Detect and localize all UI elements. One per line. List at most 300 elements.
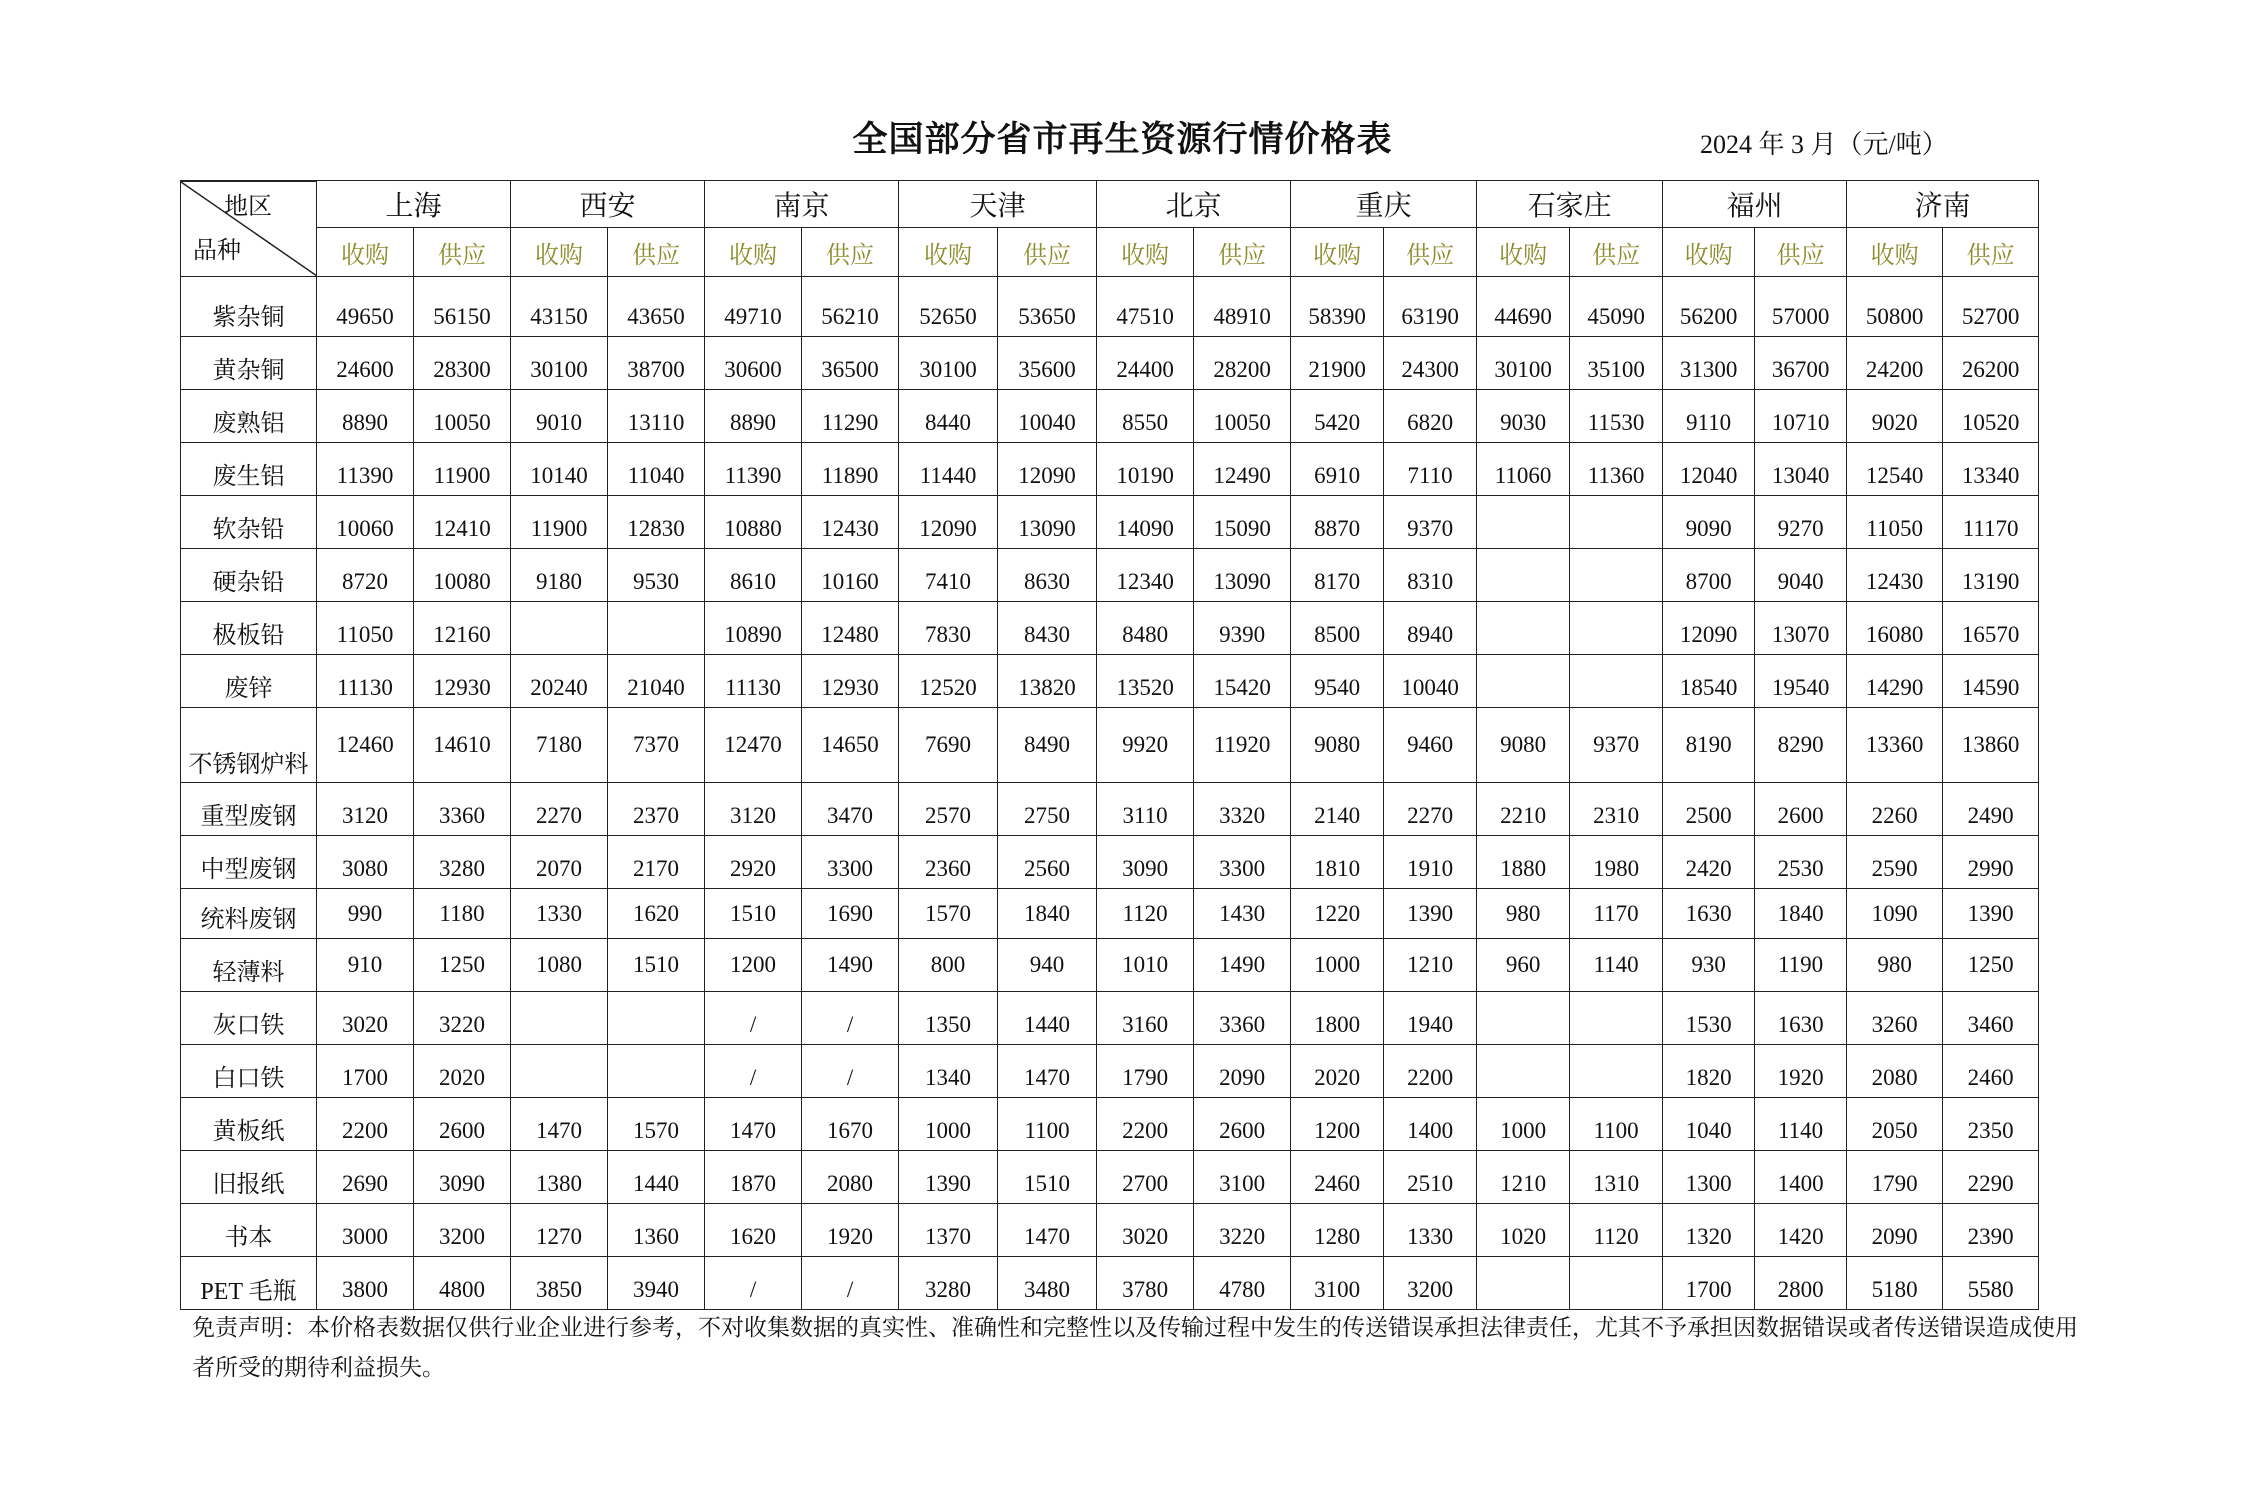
price-cell: 1400: [1755, 1151, 1847, 1204]
price-cell: 35100: [1570, 337, 1663, 390]
price-cell: 2090: [1847, 1204, 1943, 1257]
supply-header: 供应: [998, 228, 1097, 277]
price-cell: 13190: [1943, 549, 2039, 602]
item-name: 轻薄料: [181, 939, 317, 992]
price-cell: 1670: [802, 1098, 899, 1151]
price-cell: /: [705, 992, 802, 1045]
price-cell: 8630: [998, 549, 1097, 602]
price-cell: 11050: [1847, 496, 1943, 549]
price-cell: 1620: [608, 889, 705, 939]
price-cell: 12470: [705, 708, 802, 783]
price-cell: 1440: [998, 992, 1097, 1045]
price-cell: 2200: [317, 1098, 414, 1151]
price-cell: 1940: [1384, 992, 1477, 1045]
price-cell: 1000: [1291, 939, 1384, 992]
price-cell: /: [705, 1045, 802, 1098]
price-cell: 1010: [1097, 939, 1194, 992]
price-cell: 1000: [899, 1098, 998, 1151]
item-name: 软杂铅: [181, 496, 317, 549]
price-cell: 57000: [1755, 277, 1847, 337]
price-cell: 1370: [899, 1204, 998, 1257]
price-cell: 3120: [705, 783, 802, 836]
price-cell: 2310: [1570, 783, 1663, 836]
price-cell: 3480: [998, 1257, 1097, 1310]
price-cell: 15420: [1194, 655, 1291, 708]
table-row: [181, 337, 2039, 390]
price-cell: 31300: [1663, 337, 1755, 390]
price-cell: 3200: [414, 1204, 511, 1257]
price-cell: 10160: [802, 549, 899, 602]
item-name: 不锈钢炉料: [181, 708, 317, 783]
price-cell: [511, 602, 608, 655]
city-header: 西安: [511, 181, 705, 228]
price-cell: 3300: [802, 836, 899, 889]
price-cell: 8480: [1097, 602, 1194, 655]
item-name: 旧报纸: [181, 1151, 317, 1204]
price-cell: 2020: [1291, 1045, 1384, 1098]
price-cell: 7370: [608, 708, 705, 783]
item-name: 黄板纸: [181, 1098, 317, 1151]
price-cell: 30600: [705, 337, 802, 390]
price-cell: 8290: [1755, 708, 1847, 783]
price-cell: 13110: [608, 390, 705, 443]
price-cell: [1570, 992, 1663, 1045]
supply-header: 供应: [1384, 228, 1477, 277]
price-cell: 11130: [705, 655, 802, 708]
price-cell: 9080: [1291, 708, 1384, 783]
price-cell: [1570, 1257, 1663, 1310]
price-cell: 12410: [414, 496, 511, 549]
price-cell: 4800: [414, 1257, 511, 1310]
price-cell: 1100: [998, 1098, 1097, 1151]
table-row: [181, 783, 2039, 836]
price-cell: 6910: [1291, 443, 1384, 496]
price-cell: [1570, 1045, 1663, 1098]
price-cell: 1390: [1384, 889, 1477, 939]
price-cell: 3220: [414, 992, 511, 1045]
price-cell: 7410: [899, 549, 998, 602]
table-row: [181, 277, 2039, 337]
price-cell: 9370: [1570, 708, 1663, 783]
price-cell: 3300: [1194, 836, 1291, 889]
price-cell: 1320: [1663, 1204, 1755, 1257]
price-cell: 7110: [1384, 443, 1477, 496]
price-cell: 52700: [1943, 277, 2039, 337]
price-cell: 3120: [317, 783, 414, 836]
price-cell: 13340: [1943, 443, 2039, 496]
price-cell: 8170: [1291, 549, 1384, 602]
price-cell: 11530: [1570, 390, 1663, 443]
price-cell: 1810: [1291, 836, 1384, 889]
price-cell: 12090: [1663, 602, 1755, 655]
price-cell: 940: [998, 939, 1097, 992]
price-cell: 35600: [998, 337, 1097, 390]
price-cell: 980: [1847, 939, 1943, 992]
price-cell: 11900: [414, 443, 511, 496]
price-cell: 2080: [1847, 1045, 1943, 1098]
price-cell: /: [802, 1257, 899, 1310]
table-row: [181, 1204, 2039, 1257]
price-cell: 1920: [802, 1204, 899, 1257]
price-cell: 11390: [705, 443, 802, 496]
price-cell: 9270: [1755, 496, 1847, 549]
price-cell: 2080: [802, 1151, 899, 1204]
price-cell: 11050: [317, 602, 414, 655]
price-cell: 1270: [511, 1204, 608, 1257]
price-cell: 11900: [511, 496, 608, 549]
supply-header: 供应: [1755, 228, 1847, 277]
price-cell: 2350: [1943, 1098, 2039, 1151]
price-cell: 12540: [1847, 443, 1943, 496]
price-cell: 8550: [1097, 390, 1194, 443]
price-cell: 1400: [1384, 1098, 1477, 1151]
price-cell: 7180: [511, 708, 608, 783]
price-cell: /: [802, 1045, 899, 1098]
table-row: [181, 889, 2039, 939]
price-cell: 1350: [899, 992, 998, 1045]
price-cell: 11060: [1477, 443, 1570, 496]
item-name: 白口铁: [181, 1045, 317, 1098]
price-cell: 43650: [608, 277, 705, 337]
supply-header: 供应: [1943, 228, 2039, 277]
price-cell: 960: [1477, 939, 1570, 992]
price-cell: 12040: [1663, 443, 1755, 496]
price-cell: 10040: [998, 390, 1097, 443]
item-name: 硬杂铅: [181, 549, 317, 602]
price-cell: 3780: [1097, 1257, 1194, 1310]
price-cell: 21900: [1291, 337, 1384, 390]
price-cell: [1477, 1045, 1570, 1098]
price-cell: 56200: [1663, 277, 1755, 337]
price-cell: 1470: [998, 1045, 1097, 1098]
price-cell: 2290: [1943, 1151, 2039, 1204]
buy-header: 收购: [1291, 228, 1384, 277]
price-cell: 19540: [1755, 655, 1847, 708]
price-cell: 1330: [511, 889, 608, 939]
price-cell: 1570: [899, 889, 998, 939]
city-header: 北京: [1097, 181, 1291, 228]
price-cell: 9090: [1663, 496, 1755, 549]
buy-header: 收购: [511, 228, 608, 277]
price-cell: [1477, 602, 1570, 655]
price-cell: 1210: [1384, 939, 1477, 992]
price-cell: 3280: [414, 836, 511, 889]
price-cell: 3110: [1097, 783, 1194, 836]
price-cell: 2370: [608, 783, 705, 836]
price-cell: 28300: [414, 337, 511, 390]
price-cell: 3020: [1097, 1204, 1194, 1257]
price-cell: 2560: [998, 836, 1097, 889]
table-row: [181, 655, 2039, 708]
price-cell: 56210: [802, 277, 899, 337]
price-cell: 12430: [802, 496, 899, 549]
price-cell: [608, 992, 705, 1045]
price-cell: 12930: [414, 655, 511, 708]
price-cell: 5580: [1943, 1257, 2039, 1310]
price-cell: 9460: [1384, 708, 1477, 783]
price-cell: 2420: [1663, 836, 1755, 889]
price-cell: 9110: [1663, 390, 1755, 443]
price-cell: 1200: [705, 939, 802, 992]
price-cell: 1840: [998, 889, 1097, 939]
table-body: [181, 277, 2039, 1310]
price-cell: 3090: [414, 1151, 511, 1204]
price-cell: 8310: [1384, 549, 1477, 602]
price-cell: 43150: [511, 277, 608, 337]
buy-header: 收购: [1847, 228, 1943, 277]
price-cell: 5180: [1847, 1257, 1943, 1310]
price-cell: 48910: [1194, 277, 1291, 337]
price-cell: 2360: [899, 836, 998, 889]
item-name: 极板铅: [181, 602, 317, 655]
price-cell: 28200: [1194, 337, 1291, 390]
price-cell: 56150: [414, 277, 511, 337]
price-cell: 16570: [1943, 602, 2039, 655]
price-cell: 14650: [802, 708, 899, 783]
price-cell: 2070: [511, 836, 608, 889]
price-cell: 1630: [1663, 889, 1755, 939]
price-cell: 3460: [1943, 992, 2039, 1045]
price-cell: 8430: [998, 602, 1097, 655]
price-cell: 1800: [1291, 992, 1384, 1045]
price-cell: 1820: [1663, 1045, 1755, 1098]
price-cell: [1570, 496, 1663, 549]
price-cell: 2170: [608, 836, 705, 889]
price-cell: 2460: [1291, 1151, 1384, 1204]
price-cell: 1840: [1755, 889, 1847, 939]
price-cell: 1200: [1291, 1098, 1384, 1151]
price-cell: 1700: [1663, 1257, 1755, 1310]
price-cell: 24600: [317, 337, 414, 390]
price-cell: 44690: [1477, 277, 1570, 337]
item-name: 书本: [181, 1204, 317, 1257]
price-cell: 45090: [1570, 277, 1663, 337]
price-cell: 10190: [1097, 443, 1194, 496]
price-cell: 1980: [1570, 836, 1663, 889]
price-cell: 1180: [414, 889, 511, 939]
price-cell: 1530: [1663, 992, 1755, 1045]
sub-header-row: [181, 228, 2039, 277]
price-cell: 13360: [1847, 708, 1943, 783]
price-cell: 1470: [705, 1098, 802, 1151]
price-cell: 1250: [1943, 939, 2039, 992]
price-cell: 5420: [1291, 390, 1384, 443]
price-cell: 1510: [705, 889, 802, 939]
price-cell: 13090: [1194, 549, 1291, 602]
item-name: 紫杂铜: [181, 277, 317, 337]
table-row: [181, 1257, 2039, 1310]
table-row: [181, 549, 2039, 602]
price-cell: 12490: [1194, 443, 1291, 496]
table-row: [181, 939, 2039, 992]
price-cell: 1620: [705, 1204, 802, 1257]
price-cell: 9180: [511, 549, 608, 602]
price-cell: 2500: [1663, 783, 1755, 836]
price-cell: 10140: [511, 443, 608, 496]
price-cell: 3360: [1194, 992, 1291, 1045]
price-cell: 10890: [705, 602, 802, 655]
price-cell: 1700: [317, 1045, 414, 1098]
price-cell: 980: [1477, 889, 1570, 939]
price-cell: 16080: [1847, 602, 1943, 655]
price-cell: 12160: [414, 602, 511, 655]
price-cell: 11440: [899, 443, 998, 496]
price-cell: 1040: [1663, 1098, 1755, 1151]
price-cell: [1570, 602, 1663, 655]
price-cell: 30100: [1477, 337, 1570, 390]
price-cell: 13090: [998, 496, 1097, 549]
price-cell: 1330: [1384, 1204, 1477, 1257]
price-cell: 12430: [1847, 549, 1943, 602]
price-cell: 3220: [1194, 1204, 1291, 1257]
price-cell: 2490: [1943, 783, 2039, 836]
price-cell: 1570: [608, 1098, 705, 1151]
item-name: 废锌: [181, 655, 317, 708]
price-cell: 3470: [802, 783, 899, 836]
price-cell: 11920: [1194, 708, 1291, 783]
price-cell: 910: [317, 939, 414, 992]
price-cell: 8490: [998, 708, 1097, 783]
price-cell: 10060: [317, 496, 414, 549]
price-cell: 49710: [705, 277, 802, 337]
corner-region-label: 地区: [224, 194, 272, 220]
price-cell: [1570, 549, 1663, 602]
price-cell: 1340: [899, 1045, 998, 1098]
price-cell: 1430: [1194, 889, 1291, 939]
price-cell: 15090: [1194, 496, 1291, 549]
price-cell: 8890: [705, 390, 802, 443]
price-cell: 26200: [1943, 337, 2039, 390]
price-cell: 3940: [608, 1257, 705, 1310]
price-cell: 3360: [414, 783, 511, 836]
price-table: [180, 180, 2039, 1310]
price-cell: 2530: [1755, 836, 1847, 889]
price-cell: 1280: [1291, 1204, 1384, 1257]
price-cell: 3090: [1097, 836, 1194, 889]
city-header: 天津: [899, 181, 1097, 228]
price-cell: 8610: [705, 549, 802, 602]
price-cell: 1140: [1755, 1098, 1847, 1151]
buy-header: 收购: [899, 228, 998, 277]
price-cell: 2270: [511, 783, 608, 836]
price-cell: 24300: [1384, 337, 1477, 390]
supply-header: 供应: [1194, 228, 1291, 277]
table-row: [181, 708, 2039, 783]
price-cell: 11130: [317, 655, 414, 708]
price-cell: 2690: [317, 1151, 414, 1204]
price-cell: 9040: [1755, 549, 1847, 602]
item-name: 统料废钢: [181, 889, 317, 939]
price-cell: 1250: [414, 939, 511, 992]
price-cell: /: [705, 1257, 802, 1310]
price-cell: 3280: [899, 1257, 998, 1310]
price-cell: 1920: [1755, 1045, 1847, 1098]
price-cell: 11290: [802, 390, 899, 443]
price-cell: 1630: [1755, 992, 1847, 1045]
price-cell: 1790: [1847, 1151, 1943, 1204]
price-cell: 1690: [802, 889, 899, 939]
price-cell: 1390: [1943, 889, 2039, 939]
price-cell: 1190: [1755, 939, 1847, 992]
price-cell: 1490: [1194, 939, 1291, 992]
price-cell: 36700: [1755, 337, 1847, 390]
price-cell: 1170: [1570, 889, 1663, 939]
price-cell: 1470: [998, 1204, 1097, 1257]
price-cell: 2700: [1097, 1151, 1194, 1204]
price-cell: [1570, 655, 1663, 708]
price-cell: 18540: [1663, 655, 1755, 708]
price-cell: 13070: [1755, 602, 1847, 655]
price-cell: 24400: [1097, 337, 1194, 390]
price-cell: 12830: [608, 496, 705, 549]
price-cell: 1080: [511, 939, 608, 992]
price-cell: [511, 992, 608, 1045]
price-cell: 10040: [1384, 655, 1477, 708]
price-cell: 14590: [1943, 655, 2039, 708]
price-cell: 1020: [1477, 1204, 1570, 1257]
price-cell: 13860: [1943, 708, 2039, 783]
price-cell: 2600: [414, 1098, 511, 1151]
price-cell: 1390: [899, 1151, 998, 1204]
price-cell: 30100: [899, 337, 998, 390]
price-cell: 1910: [1384, 836, 1477, 889]
price-cell: 3020: [317, 992, 414, 1045]
supply-header: 供应: [802, 228, 899, 277]
price-cell: 14090: [1097, 496, 1194, 549]
buy-header: 收购: [1097, 228, 1194, 277]
price-cell: 1220: [1291, 889, 1384, 939]
price-cell: 7690: [899, 708, 998, 783]
price-cell: 1210: [1477, 1151, 1570, 1204]
price-cell: 8700: [1663, 549, 1755, 602]
price-cell: 1420: [1755, 1204, 1847, 1257]
price-cell: 10710: [1755, 390, 1847, 443]
buy-header: 收购: [1663, 228, 1755, 277]
supply-header: 供应: [608, 228, 705, 277]
item-name: 中型废钢: [181, 836, 317, 889]
price-cell: 3320: [1194, 783, 1291, 836]
price-cell: 8440: [899, 390, 998, 443]
price-cell: 14290: [1847, 655, 1943, 708]
item-name: 废生铝: [181, 443, 317, 496]
supply-header: 供应: [1570, 228, 1663, 277]
price-cell: 9010: [511, 390, 608, 443]
price-cell: 13040: [1755, 443, 1847, 496]
price-cell: 1510: [608, 939, 705, 992]
price-cell: 53650: [998, 277, 1097, 337]
price-cell: 1870: [705, 1151, 802, 1204]
price-cell: 12090: [998, 443, 1097, 496]
price-cell: 58390: [1291, 277, 1384, 337]
price-cell: 1440: [608, 1151, 705, 1204]
price-cell: 14610: [414, 708, 511, 783]
price-cell: 11890: [802, 443, 899, 496]
price-cell: 36500: [802, 337, 899, 390]
price-cell: 1470: [511, 1098, 608, 1151]
price-cell: 10080: [414, 549, 511, 602]
city-header-row: [181, 181, 2039, 228]
item-name: 灰口铁: [181, 992, 317, 1045]
price-cell: 990: [317, 889, 414, 939]
price-cell: 3080: [317, 836, 414, 889]
price-cell: [511, 1045, 608, 1098]
price-cell: 10050: [1194, 390, 1291, 443]
price-cell: 38700: [608, 337, 705, 390]
price-cell: [1477, 549, 1570, 602]
price-cell: 50800: [1847, 277, 1943, 337]
buy-header: 收购: [705, 228, 802, 277]
price-cell: 9390: [1194, 602, 1291, 655]
